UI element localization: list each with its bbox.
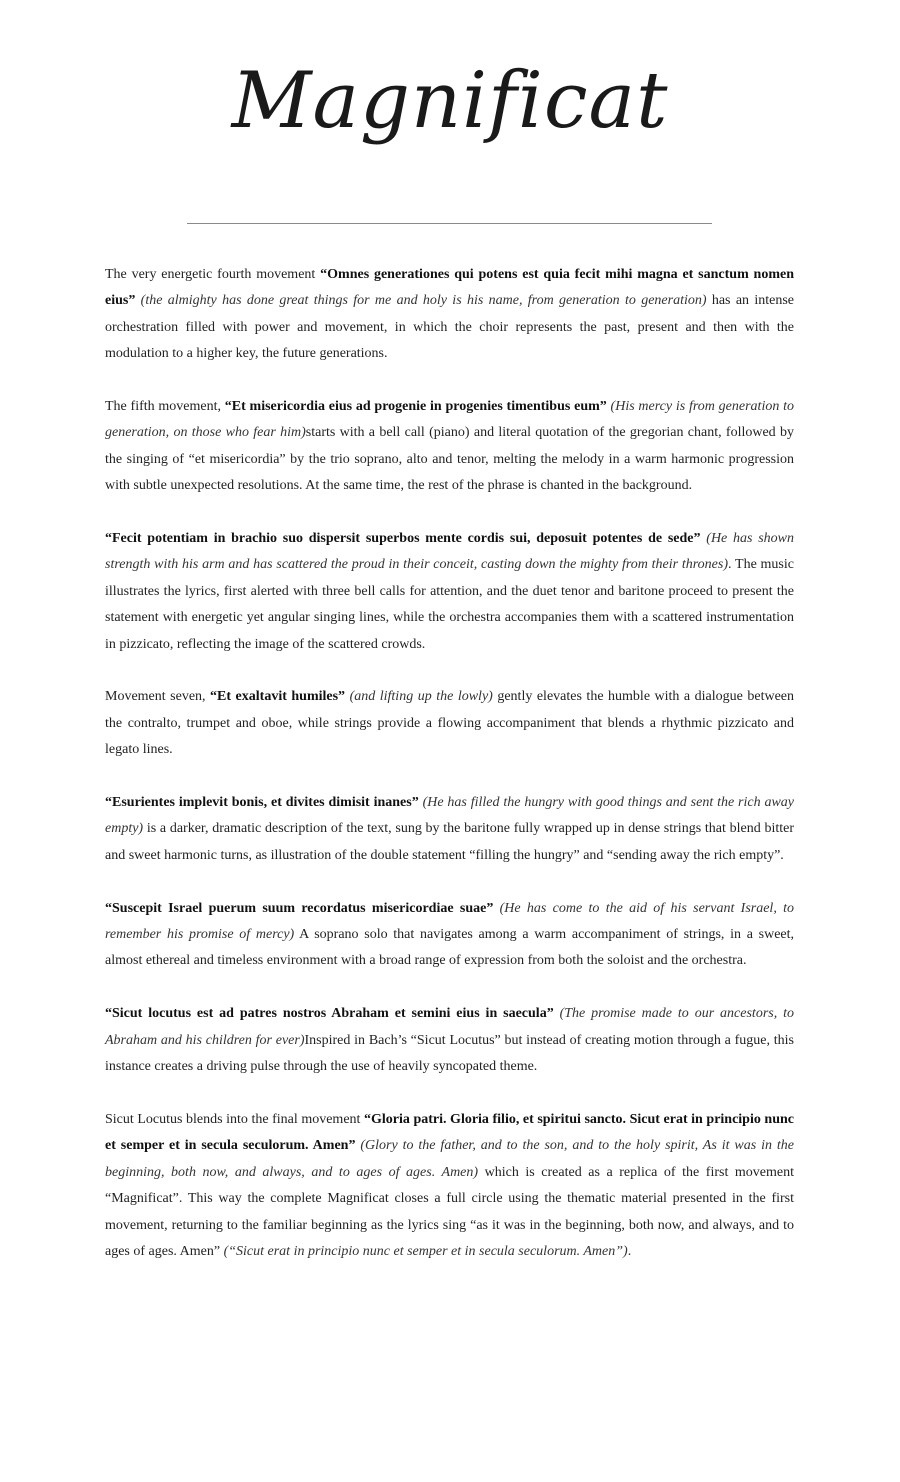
paragraph-movement-9: “Suscepit Israel puerum suum recordatus misericordiae suae” (He has come to the aid of his servant Israel, to remember his promise of mercy) A soprano solo that navigates among a warm accompaniment of strings, in a sweet, almost ethereal and timeless environment with a broad range of expression from both the soloist and the orchestra. [105, 900, 795, 969]
latin-quote-text: (“Sicut erat in principio nunc et semper et in secula seculorum. Amen”) [223, 1243, 628, 1259]
page-title: Magnificat [231, 56, 669, 146]
translation-text: (He has filled the hungry with good things and sent the rich away empty) [105, 795, 795, 837]
translation-text: (and lifting up the lowly) [349, 689, 493, 705]
translation-text: (the almighty has done great things for me and holy is his name, from generation to generation) [140, 293, 707, 309]
paragraph-movement-4: The very energetic fourth movement “Omnes generationes qui potens est quia fecit mihi magna et sanctum nomen eius” (the almighty has done great things for me and holy is his name, from generation to generation) has an intense orchestration filled with power and movement, in which the choir represents the past, present and then with the modulation to a higher key, the future generations. [105, 267, 795, 362]
translation-text: (His mercy is from generation to generation, on those who fear him) [105, 399, 795, 441]
paragraph-movement-8: “Esurientes implevit bonis, et divites dimisit inanes” (He has filled the hungry with good things and sent the rich away empty) is a darker, dramatic description of the text, sung by the baritone fully wrapped up in dense strings that blend bitter and sweet harmonic turns, as illustration of the double statement “filling the hungry” and “sending away the rich empty”. [105, 795, 795, 863]
latin-text: “Gloria patri. Gloria filio, et spiritui sancto. Sicut erat in principio nunc et semper et in secula seculorum. Amen” [105, 1111, 794, 1154]
latin-text: “Suscepit Israel puerum suum recordatus misericordiae suae” [105, 900, 494, 916]
latin-text: “Fecit potentiam in brachio suo dispersit superbos mente cordis sui, deposuit potentes de sede” [105, 531, 701, 547]
latin-text: “Esurientes implevit bonis, et divites dimisit inanes” [105, 795, 419, 811]
latin-text: “Omnes generationes qui potens est quia fecit mihi magna et sanctum nomen eius” [105, 267, 795, 309]
latin-text: “Et misericordia eius ad progenie in progenies timentibus eum” [224, 399, 607, 415]
title-divider [187, 223, 712, 224]
paragraph-movement-6: “Fecit potentiam in brachio suo dispersit superbos mente cordis sui, deposuit potentes de sede” (He has shown strength with his arm and has scattered the proud in their conceit, casting down the mighty from their thrones). The music illustrates the lyrics, first alerted with three bell calls for attention, and the duet tenor and baritone proceed to present the statement with energetic yet angular singing lines, while the orchestra accompanies them with a scattered instrumentation in pizzicato, reflecting the image of the scattered crowds. [105, 531, 795, 652]
paragraph-movement-7: Movement seven, “Et exaltavit humiles” (and lifting up the lowly) gently elevates the humble with a dialogue between the contralto, trumpet and oboe, while strings provide a flowing accompaniment that blends a rhythmic pizzicato and legato lines. [105, 689, 795, 758]
paragraph-final-movement: Sicut Locutus blends into the final movement “Gloria patri. Gloria filio, et spiritui sancto. Sicut erat in principio nunc et semper et in secula seculorum. Amen” (Glory to the father, and to the son, and to the holy spirit, As it was in the beginning, both now, and always, and to ages of ages. Amen) which is created as a replica of the first movement “Magnificat”. This way the complete Magnificat closes a full circle using the thematic material presented in the first movement, returning to the familiar beginning as the lyrics sing “as it was in the beginning, both now, and always, and to ages of ages. Amen” (“Sicut erat in principio nunc et semper et in secula seculorum. Amen”). [105, 1111, 794, 1259]
paragraph-movement-5: The fifth movement, “Et misericordia eius ad progenie in progenies timentibus eum” (His mercy is from generation to generation, on those who fear him)starts with a bell call (piano) and literal quotation of the gregorian chant, followed by the singing of “et misericordia” by the trio soprano, alto and tenor, melting the melody in a warm harmonic progression with subtle unexpected resolutions. At the same time, the rest of the phrase is chanted in the background. [105, 399, 795, 494]
paragraph-movement-10: “Sicut locutus est ad patres nostros Abraham et semini eius in saecula” (The promise made to our ancestors, to Abraham and his children for ever)Inspired in Bach’s “Sicut Locutus” but instead of creating motion through a fugue, this instance creates a driving pulse through the use of heavily syncopated theme. [105, 1006, 795, 1075]
translation-text: (Glory to the father, and to the son, and to the holy spirit, As it was in the beginning, both now, and always, and to ages of ages. Amen) [105, 1138, 794, 1180]
latin-text: “Et exaltavit humiles” [210, 689, 346, 705]
translation-text: (The promise made to our ancestors, to Abraham and his children for ever) [105, 1006, 795, 1048]
document-body [105, 262, 794, 1292]
translation-text: (He has shown strength with his arm and has scattered the proud in their conceit, casting down the mighty from their thrones) [105, 531, 795, 573]
translation-text: (He has come to the aid of his servant Israel, to remember his promise of mercy) [105, 900, 795, 943]
latin-text: “Sicut locutus est ad patres nostros Abraham et semini eius in saecula” [105, 1006, 554, 1022]
